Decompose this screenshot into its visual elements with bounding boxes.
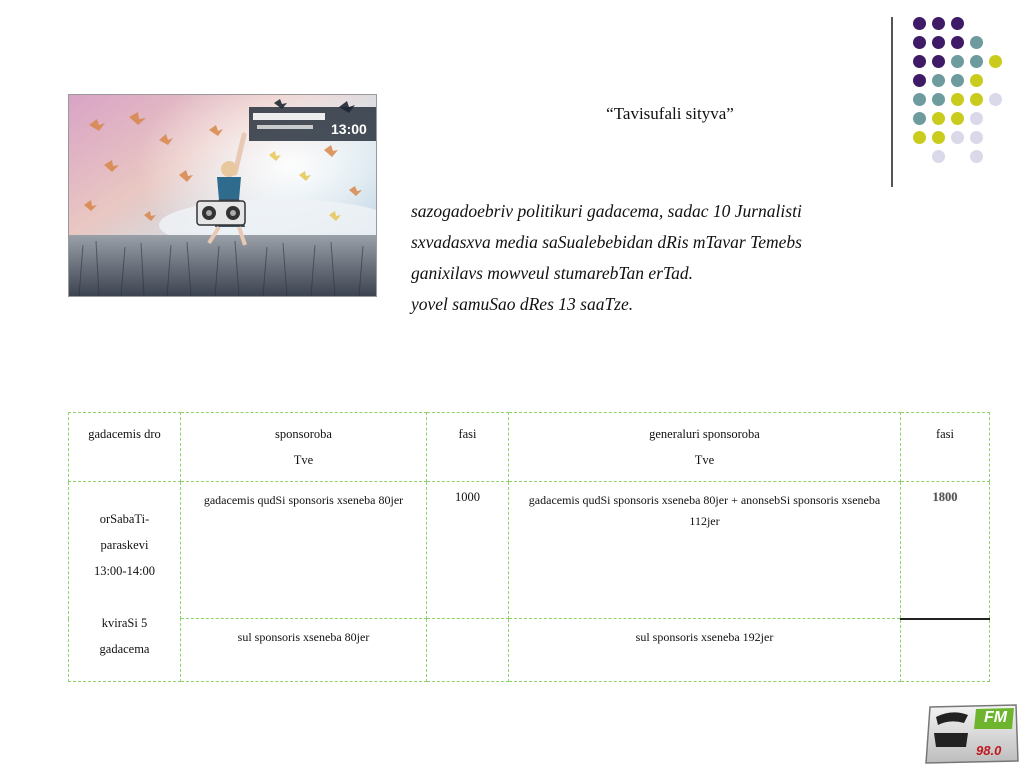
dot <box>970 131 983 144</box>
header-price: fasi <box>427 413 509 482</box>
table-header-row <box>69 413 990 482</box>
vertical-divider <box>891 17 893 187</box>
dot <box>970 55 983 68</box>
dot <box>913 112 926 125</box>
program-description <box>411 196 881 320</box>
dot <box>951 112 964 125</box>
dot <box>932 150 945 163</box>
dot <box>951 93 964 106</box>
dot <box>989 93 1002 106</box>
dot <box>970 93 983 106</box>
program-poster-image <box>68 94 377 297</box>
radio-logo <box>924 703 1020 765</box>
description-line: yovel samuSao dRes 13 saaTze. <box>411 294 634 314</box>
dot <box>951 131 964 144</box>
description-line: sazogadoebriv politikuri gadacema, sadac 10 Jurnalisti <box>411 201 802 221</box>
dot <box>932 131 945 144</box>
dot <box>970 150 983 163</box>
dot <box>913 93 926 106</box>
dot <box>989 55 1002 68</box>
logo-frequency: 98.0 <box>976 743 1002 758</box>
general-price-cell: 1800 <box>901 482 990 619</box>
total-general-sponsorship-cell: sul sponsoris xseneba 192jer <box>509 619 901 682</box>
dot <box>970 36 983 49</box>
table-row <box>69 482 990 619</box>
price-cell: 1000 <box>427 482 509 619</box>
dot <box>932 74 945 87</box>
dot <box>913 36 926 49</box>
header-sponsorship: sponsoroba Tve <box>181 413 427 482</box>
dot <box>932 112 945 125</box>
dot <box>913 17 926 30</box>
logo-fm-text: FM <box>984 709 1008 726</box>
description-line: ganixilavs mowveul stumarebTan erTad. <box>411 263 693 283</box>
dot <box>970 112 983 125</box>
dot <box>913 74 926 87</box>
dot <box>932 17 945 30</box>
header-airtime: gadacemis dro <box>69 413 181 482</box>
general-sponsorship-cell: gadacemis qudSi sponsoris xseneba 80jer + anonsebSi sponsoris xseneba 112jer <box>509 482 901 619</box>
slide-title: “Tavisufali sityva” <box>606 104 734 123</box>
poster-time: 13:00 <box>331 121 367 137</box>
table-row <box>69 619 990 682</box>
schedule-cell: orSabaTi-paraskevi 13:00-14:00 kviraSi 5 gadacema <box>69 482 181 682</box>
dot <box>913 55 926 68</box>
empty-general-price-cell <box>901 619 990 682</box>
header-general-sponsorship: generaluri sponsoroba Tve <box>509 413 901 482</box>
dot <box>951 74 964 87</box>
description-line: sxvadasxva media saSualebebidan dRis mTavar Temebs <box>411 232 802 252</box>
total-sponsorship-cell: sul sponsoris xseneba 80jer <box>181 619 427 682</box>
dot <box>951 36 964 49</box>
dot <box>951 17 964 30</box>
dot <box>932 55 945 68</box>
header-general-price: fasi <box>901 413 990 482</box>
dot <box>970 74 983 87</box>
sponsorship-cell: gadacemis qudSi sponsoris xseneba 80jer <box>181 482 427 619</box>
empty-price-cell <box>427 619 509 682</box>
sponsorship-price-table <box>68 412 990 682</box>
dot <box>932 93 945 106</box>
decorative-dot-grid <box>905 10 1015 170</box>
dot <box>932 36 945 49</box>
dot <box>951 55 964 68</box>
dot <box>913 131 926 144</box>
